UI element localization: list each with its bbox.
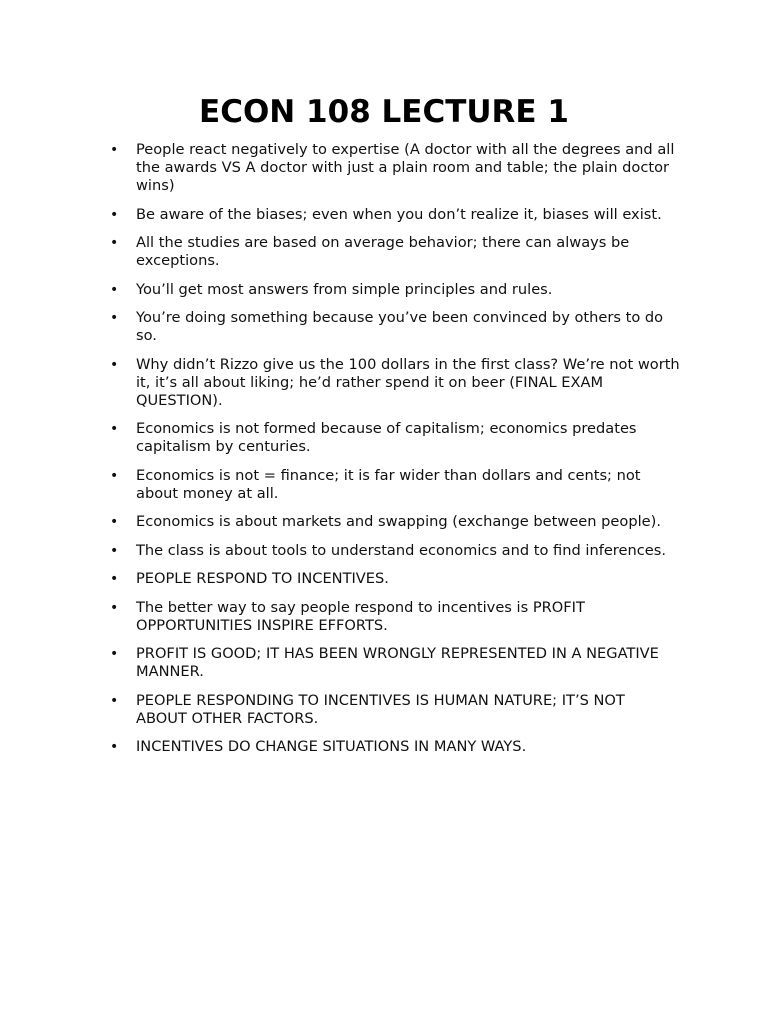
bullet-icon: • bbox=[110, 646, 119, 662]
bullet-icon: • bbox=[110, 542, 119, 559]
bullet-icon: • bbox=[110, 599, 119, 616]
bullet-list bbox=[110, 141, 680, 767]
bullet-text: The better way to say people respond to incentives is PROFIT OPPORTUNITIES INSPIRE EFFORTS. bbox=[136, 598, 585, 634]
bullet-icon: • bbox=[110, 692, 119, 709]
bullet-item bbox=[110, 692, 680, 728]
bullet-text: PEOPLE RESPONDING TO INCENTIVES IS HUMAN NATURE; IT’S NOT ABOUT OTHER FACTORS. bbox=[136, 691, 625, 727]
bullet-item bbox=[110, 542, 680, 560]
bullet-item bbox=[110, 281, 680, 299]
bullet-icon: • bbox=[110, 421, 119, 437]
page-title: ECON 108 LECTURE 1 bbox=[199, 94, 569, 130]
bullet-item bbox=[110, 738, 680, 756]
bullet-icon: • bbox=[110, 206, 119, 223]
bullet-item bbox=[110, 309, 680, 345]
bullet-text: INCENTIVES DO CHANGE SITUATIONS IN MANY WAYS. bbox=[136, 738, 527, 755]
bullet-item bbox=[110, 599, 680, 635]
bullet-text: Economics is not = finance; it is far wider than dollars and cents; not about money at all. bbox=[136, 466, 641, 502]
bullet-text: The class is about tools to understand economics and to find inferences. bbox=[136, 541, 666, 559]
bullet-icon: • bbox=[110, 571, 119, 587]
bullet-icon: • bbox=[110, 281, 119, 298]
bullet-text: You’re doing something because you’ve been convinced by others to do so. bbox=[136, 309, 664, 344]
bullet-text: Economics is not formed because of capitalism; economics predates capitalism by centuries. bbox=[136, 420, 637, 455]
bullet-text: PEOPLE RESPOND TO INCENTIVES. bbox=[136, 570, 389, 587]
bullet-item bbox=[110, 141, 680, 195]
bullet-icon: • bbox=[110, 514, 119, 530]
bullet-icon: • bbox=[110, 356, 119, 373]
bullet-text: Be aware of the biases; even when you don’t realize it, biases will exist. bbox=[136, 205, 662, 223]
bullet-item bbox=[110, 234, 680, 270]
bullet-text: All the studies are based on average behavior; there can always be exceptions. bbox=[136, 234, 630, 269]
bullet-text: People react negatively to expertise (A doctor with all the degrees and all the awards VS A doctor with just a plain room and table; the plain doctor wins) bbox=[136, 141, 675, 194]
bullet-item bbox=[110, 467, 680, 503]
bullet-text: Why didn’t Rizzo give us the 100 dollars in the first class? We’re not worth it, it’s all about liking; he’d rather spend it on beer (FINAL EXAM QUESTION). bbox=[136, 355, 680, 409]
bullet-item bbox=[110, 206, 680, 224]
bullet-text: PROFIT IS GOOD; IT HAS BEEN WRONGLY REPRESENTED IN A NEGATIVE MANNER. bbox=[136, 645, 659, 680]
bullet-text: You’ll get most answers from simple principles and rules. bbox=[136, 280, 553, 298]
bullet-item bbox=[110, 420, 680, 456]
bullet-item bbox=[110, 356, 680, 410]
bullet-icon: • bbox=[110, 739, 119, 755]
bullet-item bbox=[110, 645, 680, 681]
bullet-icon: • bbox=[110, 310, 119, 326]
bullet-icon: • bbox=[110, 467, 119, 484]
bullet-text: Economics is about markets and swapping (exchange between people). bbox=[136, 513, 661, 530]
bullet-icon: • bbox=[110, 142, 119, 158]
bullet-item bbox=[110, 570, 680, 588]
bullet-item bbox=[110, 513, 680, 531]
bullet-icon: • bbox=[110, 235, 119, 251]
